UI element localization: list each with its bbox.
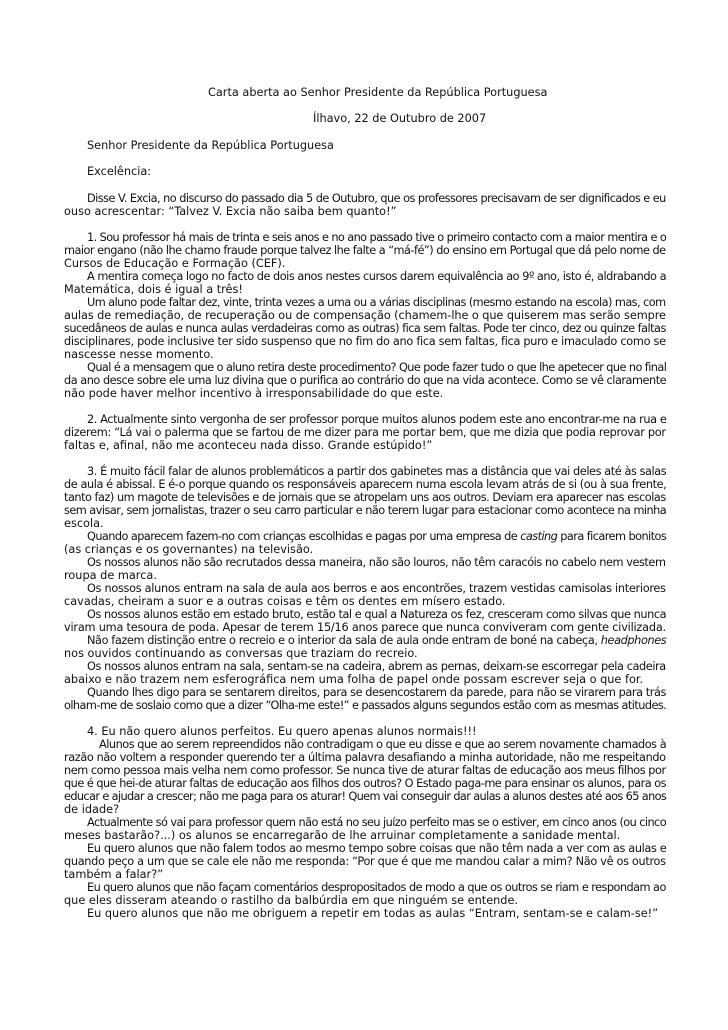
body-line: Os nossos alunos estão em estado bruto, estão tal e qual a Natureza os fez, cresceram como silvas que nunca <box>87 608 667 621</box>
body-line: Os nossos alunos entram na sala de aula aos berros e aos encontrões, trazem vestidas camisolas interiores <box>87 582 666 595</box>
body-line: meses bastarão?...) os alunos se encarregarão de lhe arruinar completamente a sanidade mental. <box>64 829 621 842</box>
body-line: (as crianças e os governantes) na televisão. <box>64 543 314 556</box>
body-line: também a falar?” <box>64 868 164 881</box>
body-line: Quando aparecem fazem-no com crianças escolhidas e pagas por uma empresa de casting para ficarem bonitos <box>87 530 667 543</box>
body-line: Actualmente só vai para professor quem não está no seu juízo perfeito mas se o estiver, em cinco anos (ou cinco <box>87 816 667 829</box>
body-line: sem avisar, sem jornalistas, trazer o seu carro particular e não terem lugar para estacionar como acontece na minha <box>64 504 667 517</box>
body-line: nascesse nesse momento. <box>64 348 214 361</box>
letter-place-date: Ílhavo, 22 de Outubro de 2007 <box>313 112 487 125</box>
body-line: Um aluno pode faltar dez, vinte, trinta vezes a uma ou a várias disciplinas (mesmo estando na escola) mas, com <box>87 296 666 309</box>
body-line: nem como pessoa mais velha nem como professor. Se nunca tive de aturar faltas de educação aos meus filhos por <box>64 764 666 777</box>
body-line: de idade? <box>64 803 120 816</box>
body-line: Eu quero alunos que não me obriguem a repetir em todas as aulas “Entram, sentam-se e calam-se!” <box>87 907 659 920</box>
body-line: 3. É muito fácil falar de alunos problemáticos a partir dos gabinetes mas a distância que vai deles até às salas <box>87 465 667 478</box>
body-line: olham-me de soslaio como que a dizer “Olha-me este!” e passados alguns segundos estão com as mesmas atitudes. <box>64 699 667 712</box>
body-line: Os nossos alunos entram na sala, sentam-se na cadeira, abrem as pernas, deixam-se escorregar pela cadeira <box>87 660 666 673</box>
body-line: educar e ajudar a crescer; não me paga para os aturar! Quem vai conseguir dar aulas a alunos destes até aos 65 anos <box>64 790 667 803</box>
body-line: da ano desce sobre ele uma luz divina que o purifica ao contrário do que na vida acontece. Como se vê claramente <box>64 374 667 387</box>
body-line: dizerem: “Lá vai o palerma que se fartou de me dizer para me portar bem, que me dizia que podia reprovar por <box>64 426 666 439</box>
body-line: Os nossos alunos não são recrutados dessa maneira, não são louros, não têm caracóis no cabelo nem vestem <box>87 556 666 569</box>
body-line: 2. Actualmente sinto vergonha de ser professor porque muitos alunos podem este ano encontrar-me na rua e <box>87 413 667 426</box>
body-line: A mentira começa logo no facto de dois anos nestes cursos darem equivalência ao 9º ano, isto é, aldrabando a <box>87 270 667 283</box>
body-line: razão não voltem a responder querendo ter a última palavra desafiando a minha autoridade, não me respeitando <box>64 751 666 764</box>
body-line: de aula é abissal. E é-o porque quando os responsáveis aparecem numa escola levam atrás de si (ou à sua frente, <box>64 478 667 491</box>
body-line: que eles disseram ateando o rastilho da balbúrdia em que ninguém se entende. <box>64 894 519 907</box>
letter-salutation: Excelência: <box>87 165 152 178</box>
body-line: 1. Sou professor há mais de trinta e seis anos e no ano passado tive o primeiro contacto com a maior mentira e o <box>87 231 667 244</box>
body-line: Eu quero alunos que não façam comentários despropositados de modo a que os outros se riam e respondam ao <box>87 881 666 894</box>
body-line: maior engano (não lhe chamo fraude porque talvez lhe falte a “má-fé”) do ensino em Portugal que dá pelo nome de <box>64 244 666 257</box>
body-line: Disse V. Excia, no discurso do passado dia 5 de Outubro, que os professores precisavam de ser dignificados e eu <box>87 192 666 205</box>
body-line: disciplinares, pode inclusive ter sido suspenso que no fim do ano fica sem faltas, fica puro e imaculado como se <box>64 335 666 348</box>
body-line: Quando lhes digo para se sentarem direitos, para se desencostarem da parede, para não se virarem para trás <box>87 686 666 699</box>
body-line: sucedâneos de aulas e nunca aulas verdadeiras como as outras) fica sem faltas. Pode ter cinco, dez ou quinze faltas <box>64 322 666 335</box>
letter-title: Carta aberta ao Senhor Presidente da República Portuguesa <box>208 86 548 99</box>
letter-addressee: Senhor Presidente da República Portuguesa <box>87 139 334 152</box>
body-line: quando peço a um que se cale ele não me responda: “Por que é que me mandou calar a mim? Não vê os outros <box>64 855 666 868</box>
body-line: aulas de remediação, de recuperação ou de compensação (chamem-lhe o que quiserem mas serão sempre <box>64 309 666 322</box>
body-line: Matemática, dois é igual a três! <box>64 283 243 296</box>
body-line: faltas e, afinal, não me aconteceu nada disso. Grande estúpido!” <box>64 439 433 452</box>
body-line: 4. Eu não quero alunos perfeitos. Eu quero apenas alunos normais!!! <box>87 725 477 738</box>
body-line: viram uma tesoura de poda. Apesar de terem 15/16 anos parece que nunca conviveram com gente civilizada. <box>64 621 666 634</box>
body-line: nos ouvidos continuando as conversas que traziam do recreio. <box>64 647 418 660</box>
body-line: que é que hei-de aturar faltas de educação aos filhos dos outros? O Estado paga-me para ensinar os alunos, para os <box>64 777 667 790</box>
body-line: tanto faz) um magote de televisões e de jornais que se atropelam uns aos outros. Deviam era aparecer nas escolas <box>64 491 666 504</box>
body-line: escola. <box>64 517 104 530</box>
body-line: Qual é a mensagem que o aluno retira deste procedimento? Que pode fazer tudo o que lhe apetecer que no final <box>87 361 667 374</box>
body-line: Não fazem distinção entre o recreio e o interior da sala de aula onde entram de boné na cabeça, headphones <box>87 634 667 647</box>
body-line: abaixo e não trazem nem esferográfica nem uma folha de papel onde possam escrever seja o que for. <box>64 673 644 686</box>
body-line: não pode haver melhor incentivo à irresponsabilidade do que este. <box>64 387 444 400</box>
body-line: Cursos de Educação e Formação (CEF). <box>64 257 286 270</box>
body-line: Eu quero alunos que não falem todos ao mesmo tempo sobre coisas que não têm nada a ver com as aulas e <box>87 842 667 855</box>
body-line: Alunos que ao serem repreendidos não contradigam o que eu disse e que ao serem novamente chamados à <box>99 738 667 751</box>
body-line: cavadas, cheiram a suor e a outras coisas e têm os dentes em mísero estado. <box>64 595 506 608</box>
body-line: roupa de marca. <box>64 569 157 582</box>
body-line: ouso acrescentar: “Talvez V. Excia não saiba bem quanto!” <box>64 205 397 218</box>
